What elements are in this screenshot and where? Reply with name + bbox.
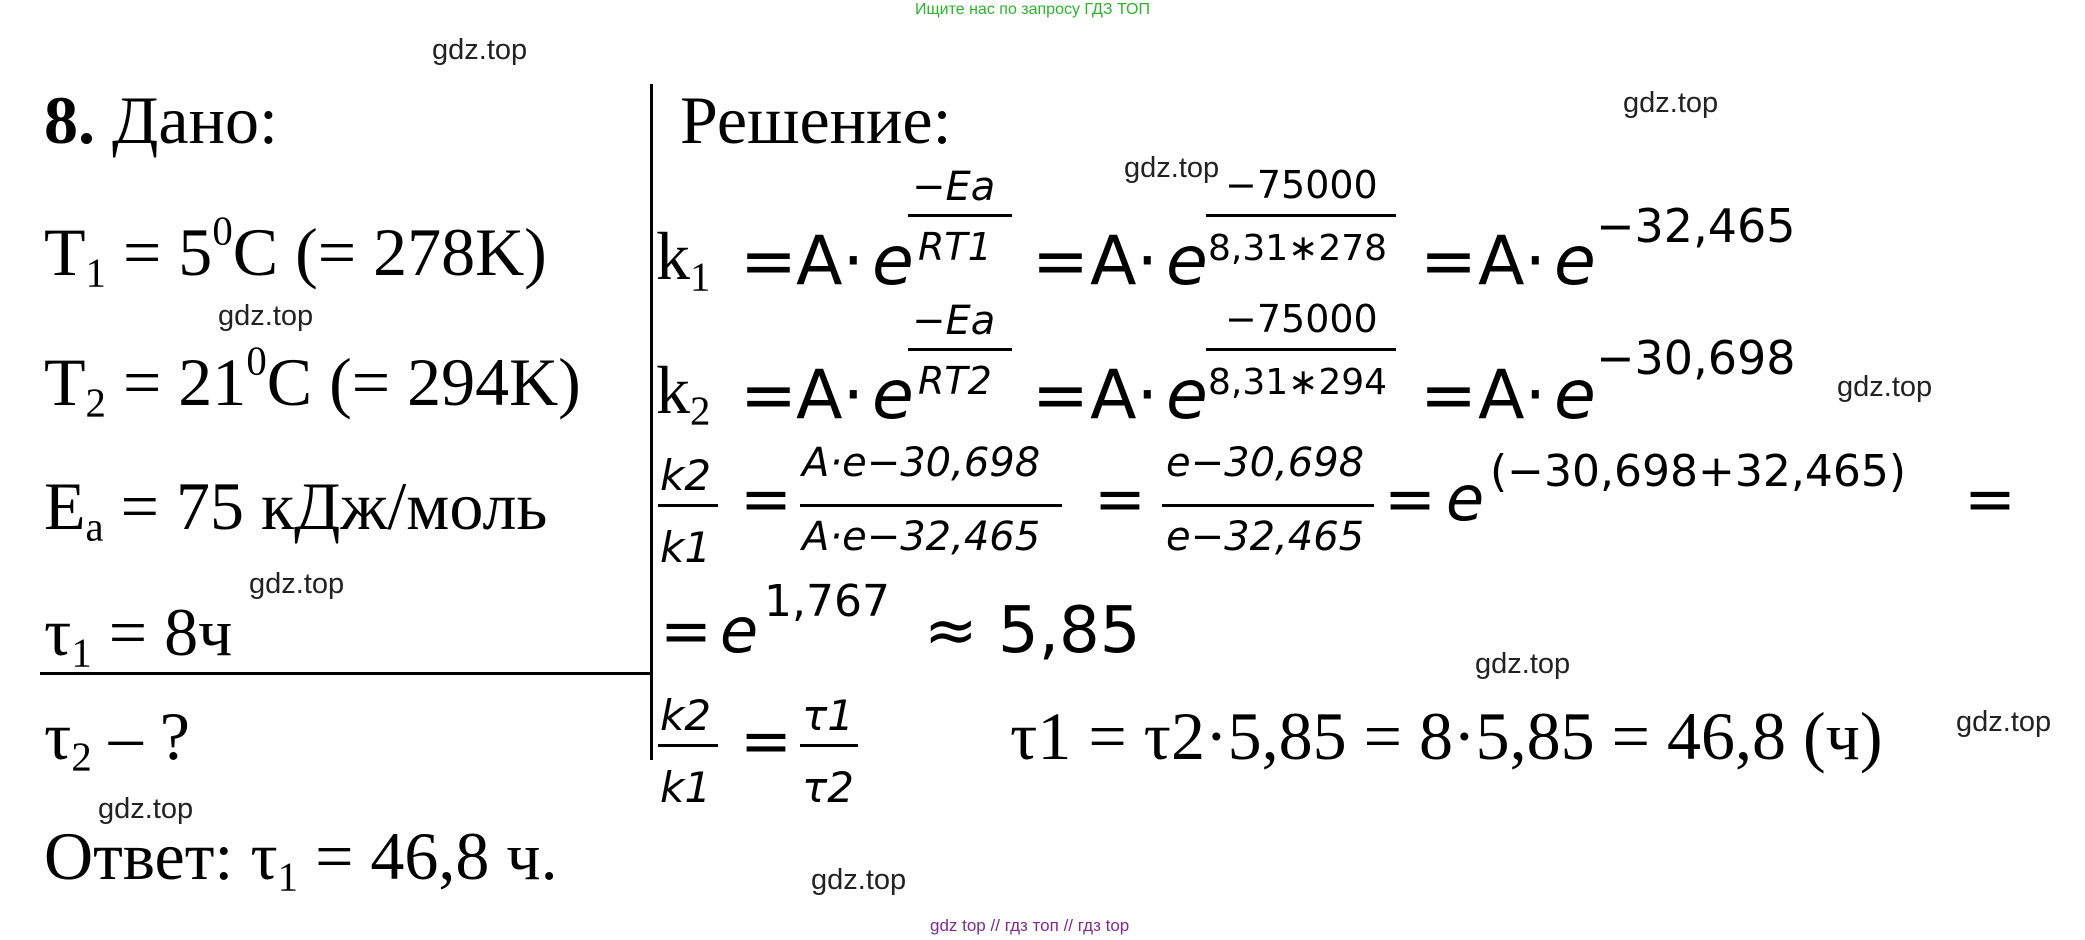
svg-text:−Ea: −Ea — [912, 164, 996, 210]
k1-label: $k_1$ — [656, 218, 711, 300]
given-ea: $E_a = 75$ кДж/моль — [44, 468, 548, 550]
given-t1: $T_1 = 5^0C$ (= 278K) — [44, 208, 547, 296]
footer-link[interactable]: гдз top — [1077, 916, 1130, 935]
svg-text:A·: A· — [796, 356, 865, 434]
svg-text:k2: k2 — [660, 691, 712, 740]
svg-text:RT2: RT2 — [918, 359, 992, 403]
footer-separator: // — [990, 916, 1000, 935]
svg-text:k1: k1 — [660, 523, 712, 572]
svg-text:=: = — [1964, 462, 2016, 535]
footer-link[interactable]: гдз топ — [1004, 916, 1059, 935]
rate-ratio-formula — [656, 432, 2016, 582]
footer-link[interactable]: gdz top — [930, 916, 986, 935]
svg-text:−30,698: −30,698 — [1596, 331, 1796, 385]
svg-text:=: = — [740, 704, 792, 777]
given-heading — [44, 82, 278, 158]
svg-text:−75000: −75000 — [1225, 163, 1378, 207]
svg-text:e: e — [1446, 462, 1485, 535]
svg-text:e: e — [1554, 356, 1596, 434]
svg-text:=: = — [660, 594, 712, 667]
answer-label: Ответ: — [44, 818, 234, 894]
svg-text:A·: A· — [1090, 356, 1159, 434]
svg-text:k1: k1 — [660, 763, 712, 812]
watermark: gdz.top — [1837, 371, 1933, 403]
svg-text:A·: A· — [796, 222, 865, 300]
given-divider — [40, 672, 652, 675]
watermark: gdz.top — [811, 864, 907, 896]
search-hint-link[interactable]: Ищите нас по запросу ГДЗ ТОП — [915, 1, 1150, 18]
svg-text:−75000: −75000 — [1225, 297, 1378, 341]
svg-text:k2: k2 — [660, 451, 712, 500]
svg-text:τ1: τ1 — [802, 691, 855, 740]
watermark: gdz.top — [218, 300, 314, 332]
svg-text:=: = — [1420, 222, 1477, 300]
footer-links — [930, 917, 1129, 934]
given-tau1: $\tau_1 = 8ч$ — [44, 594, 233, 676]
svg-text:1,767: 1,767 — [764, 580, 890, 627]
watermark: gdz.top — [1124, 152, 1220, 184]
k1-arrhenius-formula — [740, 160, 1810, 300]
svg-text:=: = — [1420, 356, 1477, 434]
svg-text:8,31∗278: 8,31∗278 — [1208, 228, 1388, 269]
solution-title: Решение: — [680, 82, 952, 158]
given-title: Дано: — [112, 82, 278, 158]
svg-text:e: e — [1554, 222, 1596, 300]
svg-text:e: e — [1166, 356, 1208, 434]
svg-text:=: = — [1032, 356, 1089, 434]
watermark: gdz.top — [1623, 87, 1719, 119]
svg-text:8,31∗294: 8,31∗294 — [1208, 362, 1388, 403]
svg-text:e−32,465: e−32,465 — [1166, 514, 1365, 560]
svg-text:=: = — [1384, 462, 1436, 535]
watermark: gdz.top — [249, 568, 345, 600]
given-t2: $T_2 = 21^0C$ (= 294K) — [44, 338, 581, 426]
final-computation: τ1 = τ2·5,85 = 8·5,85 = 46,8 (ч) — [1010, 698, 1883, 774]
problem-number: 8. — [44, 82, 95, 158]
svg-text:=: = — [740, 356, 797, 434]
svg-text:≈ 5,85: ≈ 5,85 — [924, 594, 1141, 668]
k2-arrhenius-formula — [740, 294, 1810, 434]
svg-text:e: e — [872, 356, 914, 434]
svg-text:τ2: τ2 — [802, 763, 855, 812]
svg-text:−32,465: −32,465 — [1596, 199, 1796, 253]
svg-text:e−30,698: e−30,698 — [1166, 440, 1365, 486]
k2-label: $k_2$ — [656, 352, 711, 434]
svg-text:A·e−30,698: A·e−30,698 — [802, 440, 1041, 486]
svg-text:A·e−32,465: A·e−32,465 — [802, 514, 1041, 560]
footer-separator: // — [1063, 916, 1074, 935]
watermark: gdz.top — [1475, 648, 1571, 680]
svg-text:=: = — [1032, 222, 1089, 300]
svg-text:e: e — [1166, 222, 1208, 300]
svg-text:(−30,698+32,465): (−30,698+32,465) — [1490, 446, 1906, 497]
watermark: gdz.top — [432, 34, 528, 66]
svg-text:−Ea: −Ea — [912, 298, 996, 344]
watermark: gdz.top — [98, 793, 194, 825]
vertical-divider — [650, 84, 653, 760]
exponent-result — [656, 580, 1176, 670]
given-find: $\tau_2$ – ? — [44, 698, 190, 780]
watermark: gdz.top — [1956, 706, 2052, 738]
svg-text:A·: A· — [1478, 222, 1547, 300]
svg-text:RT1: RT1 — [918, 225, 992, 269]
svg-text:e: e — [872, 222, 914, 300]
svg-text:A·: A· — [1478, 356, 1547, 434]
svg-text:=: = — [1094, 462, 1146, 535]
svg-text:e: e — [720, 594, 759, 667]
svg-text:A·: A· — [1090, 222, 1159, 300]
svg-text:=: = — [740, 222, 797, 300]
tau-ratio-formula — [656, 672, 876, 822]
svg-text:=: = — [740, 462, 792, 535]
answer: Ответ: $\tau_1 = 46,8$ ч. — [44, 818, 558, 900]
